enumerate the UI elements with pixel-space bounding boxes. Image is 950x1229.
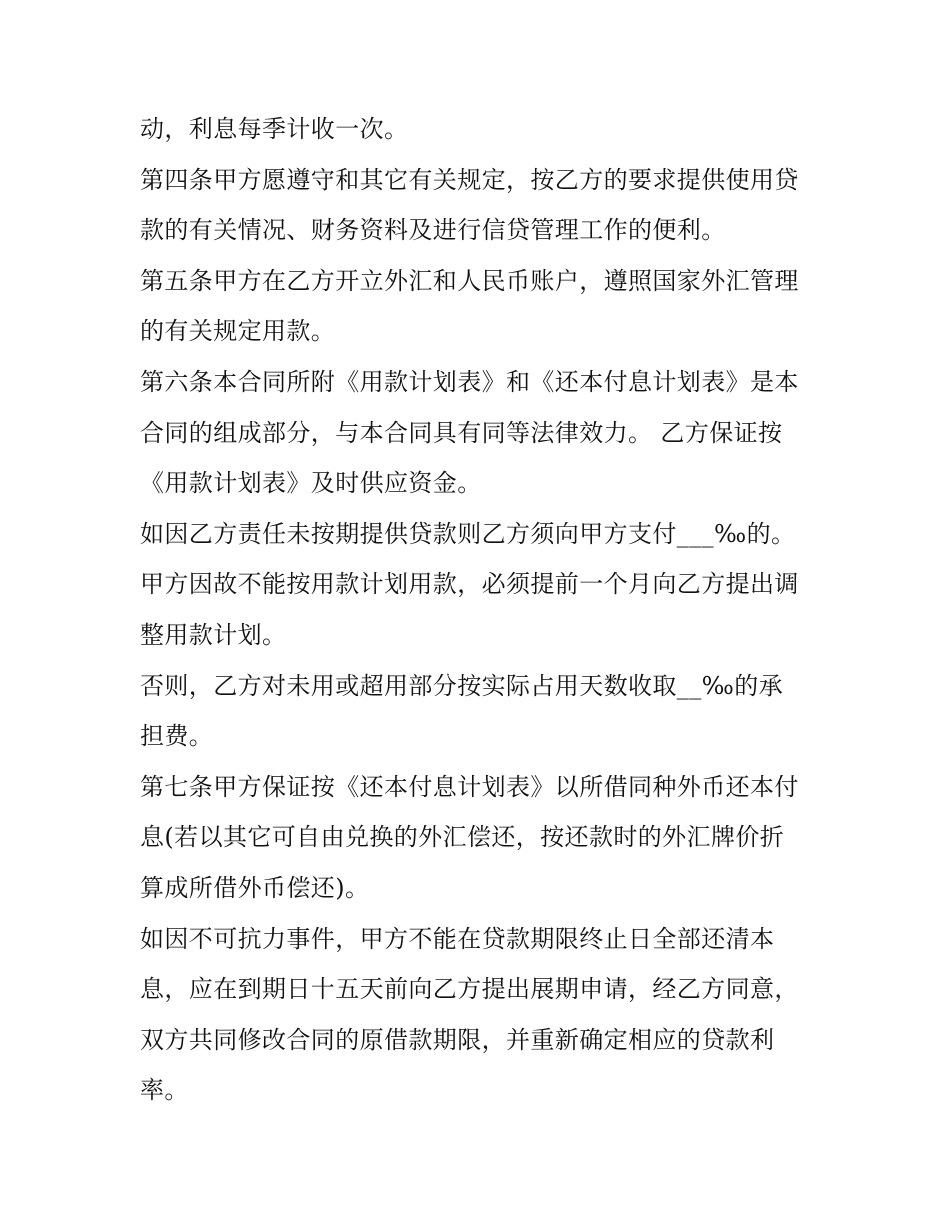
text-line-12: 否则，乙方对未用或超用部分按实际占用天数收取__‰的承 bbox=[140, 671, 784, 700]
text-line-5: 的有关规定用款。 bbox=[140, 317, 336, 346]
text-line-1: 动，利息每季计收一次。 bbox=[140, 115, 409, 143]
text-line-20: 率。 bbox=[140, 1076, 189, 1105]
document-body bbox=[140, 104, 820, 1116]
text-line-4: 第五条甲方在乙方开立外汇和人民币账户，遵照国家外汇管理 bbox=[140, 266, 799, 295]
text-line-14: 第七条甲方保证按《还本付息计划表》以所借同种外币还本付 bbox=[140, 772, 799, 801]
text-line-6: 第六条本合同所附《用款计划表》和《还本付息计划表》是本 bbox=[140, 367, 799, 396]
text-line-17: 如因不可抗力事件，甲方不能在贷款期限终止日全部还清本 bbox=[140, 924, 775, 953]
text-line-15: 息(若以其它可自由兑换的外汇偿还，按还款时的外汇牌价折 bbox=[140, 823, 785, 852]
text-line-2: 第四条甲方愿遵守和其它有关规定，按乙方的要求提供使用贷 bbox=[140, 165, 799, 194]
text-line-19: 双方共同修改合同的原借款期限，并重新确定相应的贷款利 bbox=[140, 1025, 775, 1054]
text-line-16: 算成所借外币偿还)。 bbox=[140, 873, 370, 902]
text-line-13: 担费。 bbox=[140, 722, 214, 751]
text-line-3: 款的有关情况、财务资料及进行信贷管理工作的便利。 bbox=[140, 216, 726, 245]
text-line-8: 《用款计划表》及时供应资金。 bbox=[140, 469, 482, 498]
text-line-7: 合同的组成部分，与本合同具有同等法律效力。 乙方保证按 bbox=[140, 418, 783, 447]
text-line-10: 甲方因故不能按用款计划用款，必须提前一个月向乙方提出调 bbox=[140, 570, 799, 599]
text-line-9: 如因乙方责任未按期提供贷款则乙方须向甲方支付___‰的。 bbox=[140, 519, 796, 548]
text-line-11: 整用款计划。 bbox=[140, 620, 287, 649]
text-line-18: 息，应在到期日十五天前向乙方提出展期申请，经乙方同意， bbox=[140, 975, 799, 1004]
